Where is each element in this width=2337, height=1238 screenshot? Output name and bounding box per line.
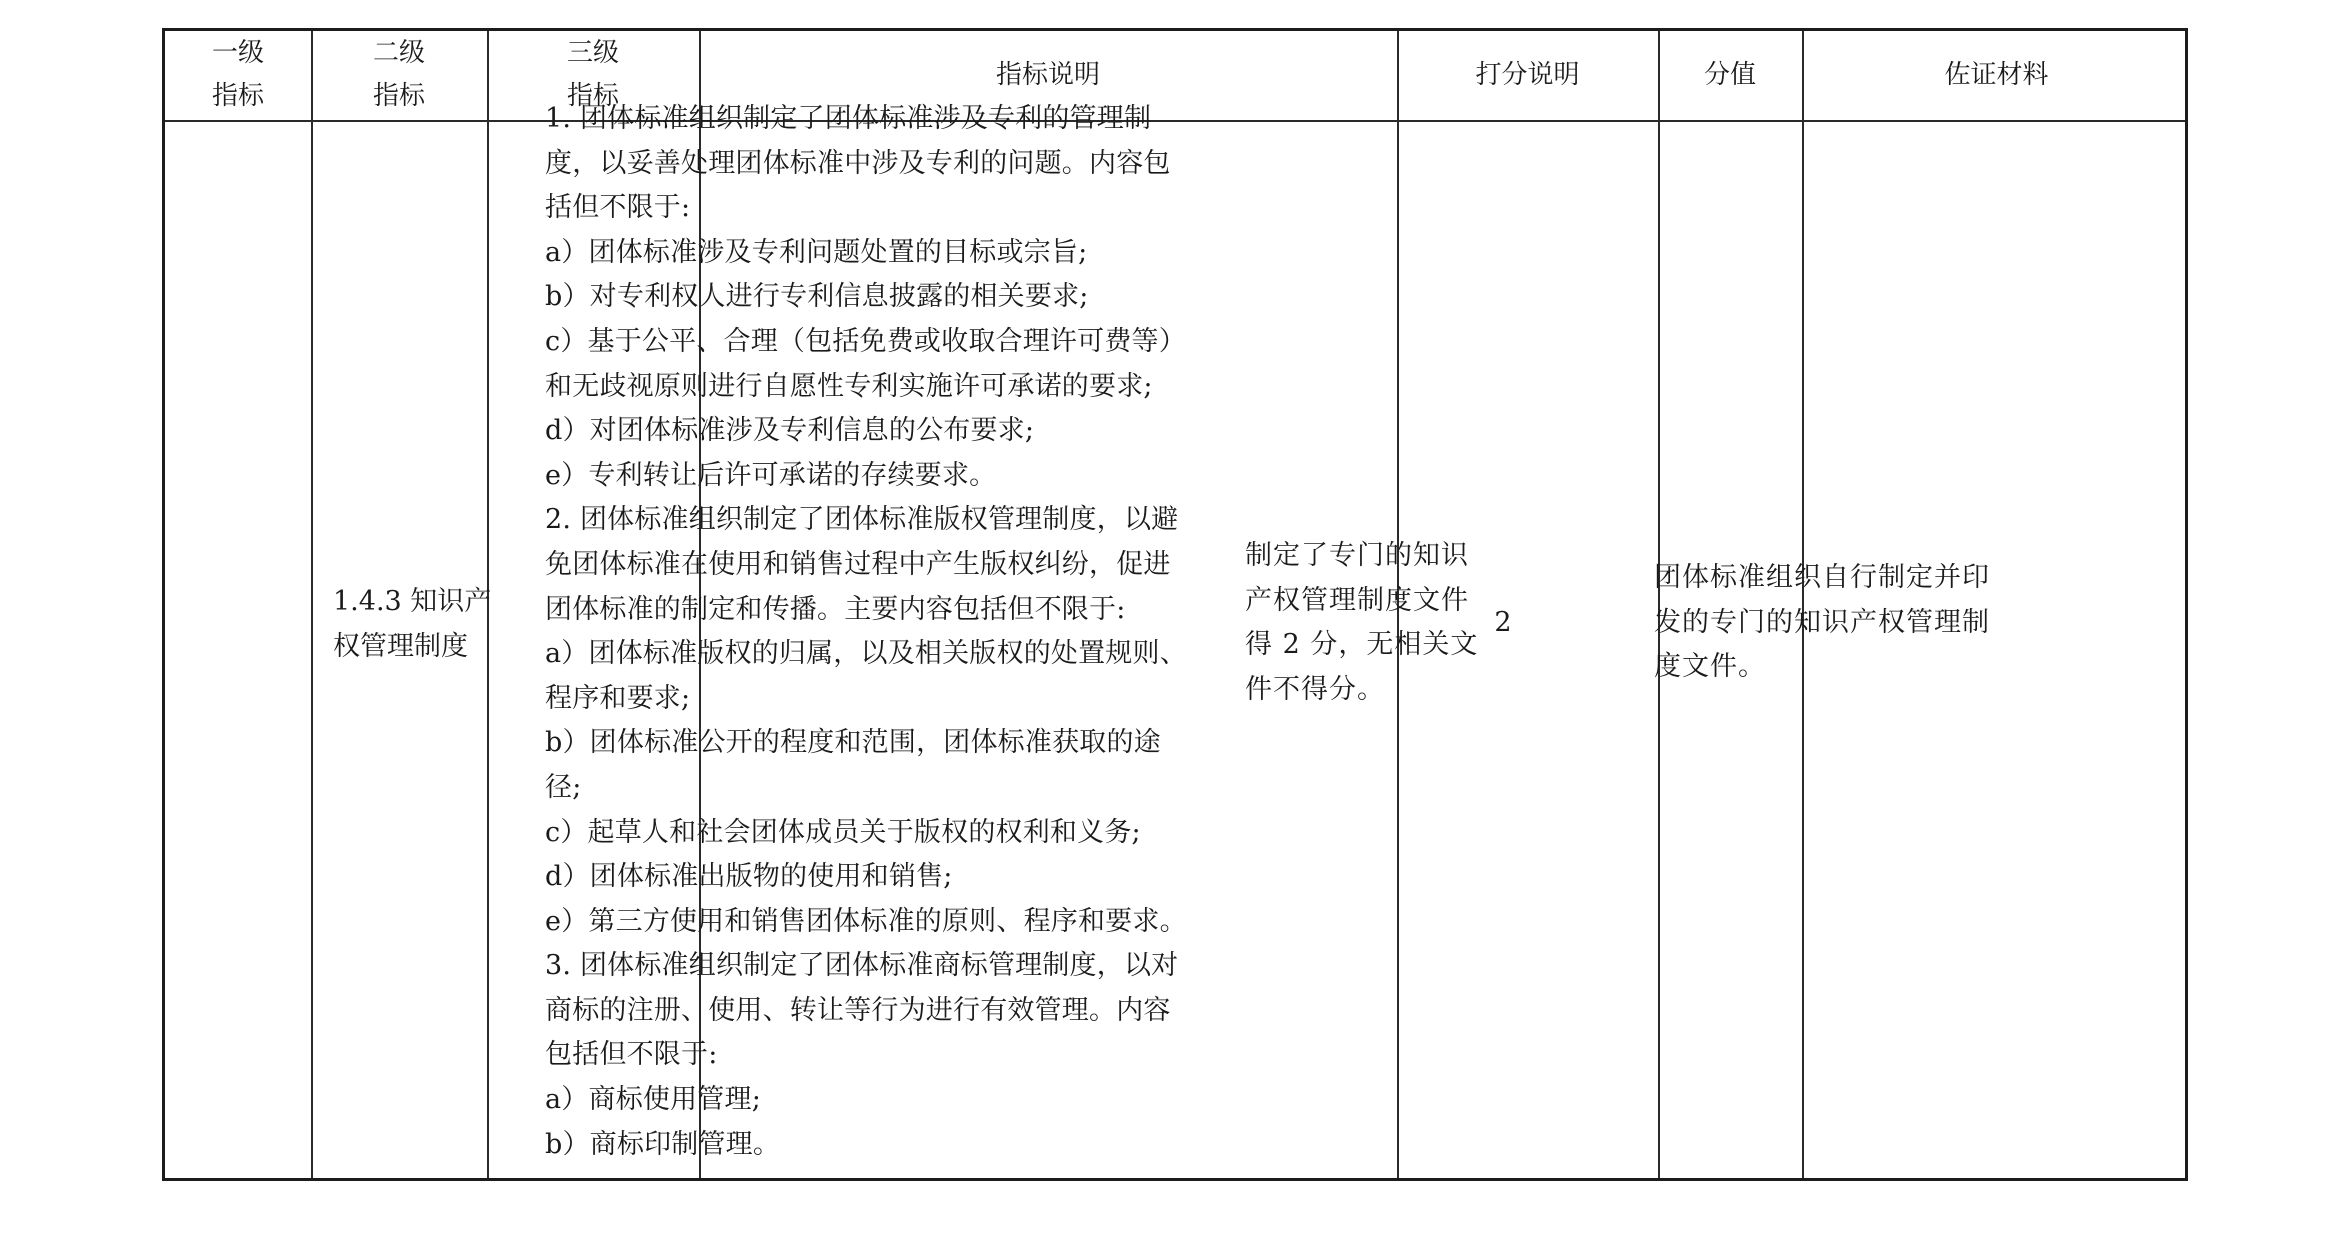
description-line: a）商标使用管理; xyxy=(545,1084,761,1116)
scoring-description: 制定了专门的知识 产权管理制度文件 得 2 分，无相关文 件不得分。 xyxy=(1245,540,1479,705)
level3-indicator-name: 1.4.3 知识产 权管理制度 xyxy=(333,586,492,662)
description-line: d）团体标准出版物的使用和销售; xyxy=(545,861,953,893)
description-line: d）对团体标准涉及专利信息的公布要求; xyxy=(545,415,1035,447)
description-line: a）团体标准版权的归属，以及相关版权的处置规则、 xyxy=(545,638,1187,670)
description-line: 商标的注册、使用、转让等行为进行有效管理。内容 xyxy=(545,994,1171,1026)
header-level1: 一级 指标 xyxy=(211,38,264,111)
column-divider xyxy=(311,31,313,1178)
header-level3: 三级 指标 xyxy=(566,38,619,111)
description-line: b）对专利权人进行专利信息披露的相关要求; xyxy=(545,281,1089,313)
description-line: 团体标准的制定和传播。主要内容包括但不限于: xyxy=(545,593,1126,625)
description-line: 1. 团体标准组织制定了团体标准涉及专利的管理制 xyxy=(545,103,1152,134)
description-line: e）第三方使用和销售团体标准的原则、程序和要求。 xyxy=(545,905,1187,937)
description-line: c）基于公平、合理（包括免费或收取合理许可费等） xyxy=(545,325,1186,357)
header-score: 分值 xyxy=(1703,59,1756,90)
description-line: e）专利转让后许可承诺的存续要求。 xyxy=(545,459,997,491)
header-evidence: 佐证材料 xyxy=(1944,59,2049,90)
description-line: 和无歧视原则进行自愿性专利实施许可承诺的要求; xyxy=(545,370,1153,402)
score-value: 2 xyxy=(1494,607,1512,638)
description-line: 免团体标准在使用和销售过程中产生版权纠纷，促进 xyxy=(545,548,1171,580)
description-line: b）商标印制管理。 xyxy=(545,1128,781,1160)
description-line: c）起草人和社会团体成员关于版权的权利和义务; xyxy=(545,816,1141,848)
description-line: a）团体标准涉及专利问题处置的目标或宗旨; xyxy=(545,236,1088,268)
description-line: 3. 团体标准组织制定了团体标准商标管理制度，以对 xyxy=(545,950,1179,982)
header-description: 指标说明 xyxy=(995,59,1100,90)
description-line: 括但不限于: xyxy=(545,192,691,224)
header-scoring: 打分说明 xyxy=(1475,59,1580,90)
description-line: 度，以妥善处理团体标准中涉及专利的问题。内容包 xyxy=(545,147,1171,179)
description-line: 2. 团体标准组织制定了团体标准版权管理制度，以避 xyxy=(545,504,1179,536)
header-level2: 二级 指标 xyxy=(372,38,425,111)
description-line: 程序和要求; xyxy=(545,682,691,714)
description-line: 径; xyxy=(545,771,582,803)
indicator-description xyxy=(545,97,1225,1167)
description-line: b）团体标准公开的程度和范围，团体标准获取的途 xyxy=(545,727,1161,759)
description-line: 包括但不限于: xyxy=(545,1039,718,1071)
evidence-material: 团体标准组织自行制定并印 发的专门的知识产权管理制 度文件。 xyxy=(1654,562,1990,683)
